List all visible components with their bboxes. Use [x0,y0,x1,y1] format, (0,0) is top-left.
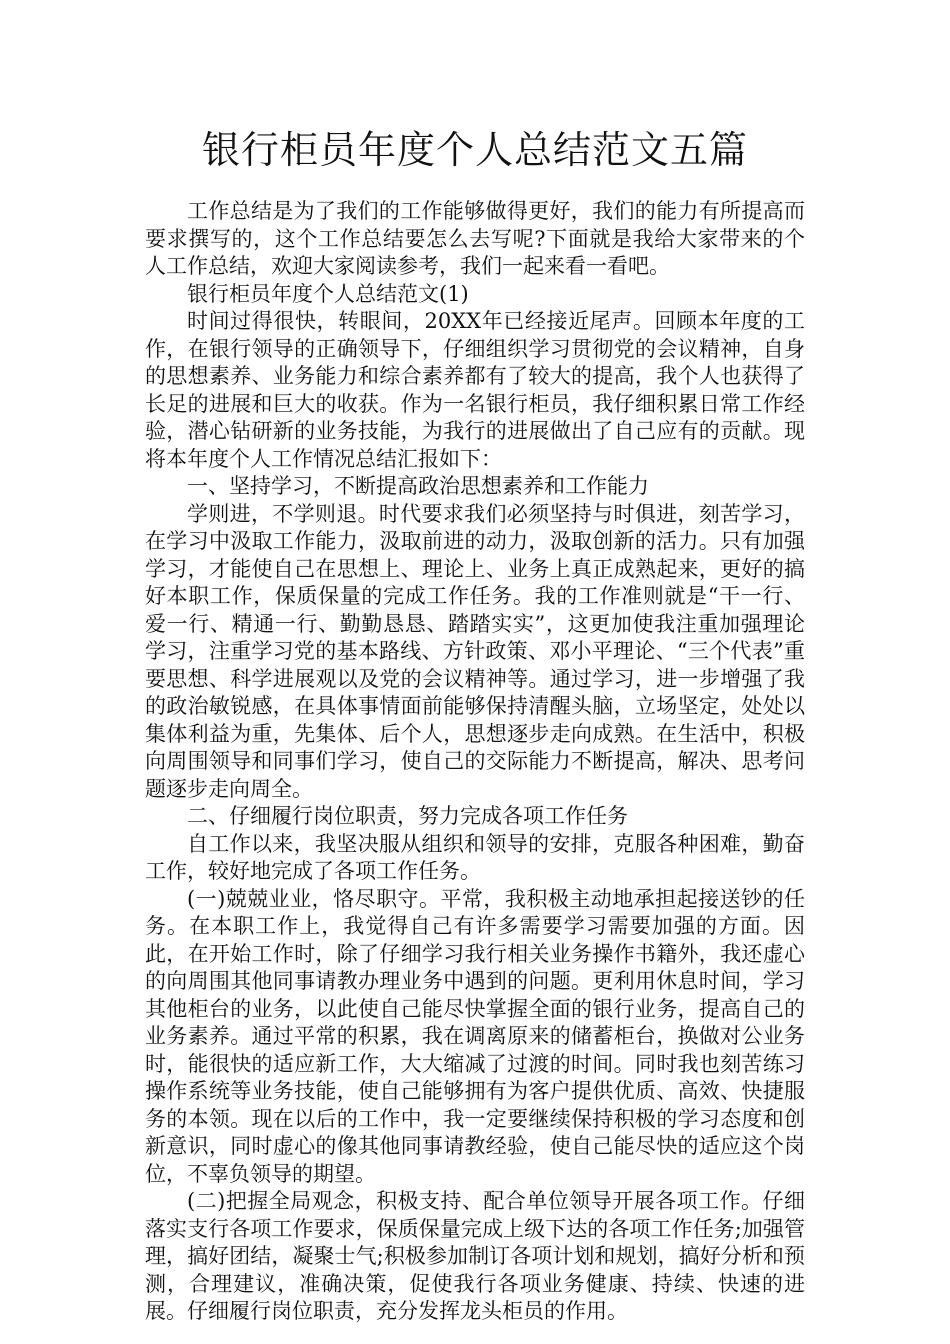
body-paragraph: (一)兢兢业业，恪尽职守。平常，我积极主动地承担起接送钞的任务。在本职工作上，我觉得自己有许多需要学习需要加强的方面。因此，在开始工作时，除了仔细学习我行相关业务操作书籍外，我还虚心的向周围其他同事请教办理业务中遇到的问题。更利用休息时间，学习其他柜台的业务，以此使自己能尽快掌握全面的银行业务，提高自己的业务素养。通过平常的积累，我在调离原来的储蓄柜台，换做对公业务时，能很快的适应新工作，大大缩减了过渡的时间。同时我也刻苦练习操作系统等业务技能，使自己能够拥有为客户提供优质、高效、快捷服务的本领。现在以后的工作中，我一定要继续保持积极的学习态度和创新意识，同时虚心的像其他同事请教经验，使自己能尽快的适应这个岗位，不辜负领导的期望。 [145,886,805,1186]
section-title-essay-1: 银行柜员年度个人总结范文(1) [187,281,469,306]
body-paragraph: 时间过得很快，转眼间，20XX年已经接近尾声。回顾本年度的工作，在银行领导的正确领导下，仔细组织学习贯彻党的会议精神，自身的思想素养、业务能力和综合素养都有了较大的提高，我个人也获得了长足的进展和巨大的收获。作为一名银行柜员，我仔细积累日常工作经验，潜心钻研新的业务技能，为我行的进展做出了自己应有的贡献。现将本年度个人工作情况总结汇报如下： [145,309,805,471]
document-title: 银行柜员年度个人总结范文五篇 [201,128,748,172]
document-body [145,198,805,1326]
body-paragraph: 学则进，不学则退。时代要求我们必须坚持与时俱进，刻苦学习，在学习中汲取工作能力，汲取前进的动力，汲取创新的活力。只有加强学习，才能使自己在思想上、理论上、业务上真正成熟起来，更好的搞好本职工作，保质保量的完成工作任务。我的工作准则就是“干一行、爱一行、精通一行、勤勤恳恳、踏踏实实”，这更加使我注重加强理论学习，注重学习党的基本路线、方针政策、邓小平理论、“三个代表”重要思想、科学进展观以及党的会议精神等。通过学习，进一步增强了我的政治敏锐感，在具体事情面前能够保持清醒头脑，立场坚定，处处以集体利益为重，先集体、后个人，思想逐步走向成熟。在生活中，积极向周围领导和同事们学习，使自己的交际能力不断提高，解决、思考问题逐步走向周全。 [145,501,805,801]
section-heading-2: 二、仔细履行岗位职责，努力完成各项工作任务 [187,804,628,828]
section-heading-1: 一、坚持学习，不断提高政治思想素养和工作能力 [187,474,649,498]
body-paragraph: (二)把握全局观念，积极支持、配合单位领导开展各项工作。仔细落实支行各项工作要求，保质保量完成上级下达的各项工作任务;加强管理，搞好团结，凝聚士气;积极参加制订各项计划和规划，搞好分析和预测，合理建议，准确决策，促使我行各项业务健康、持续、快速的进展。仔细履行岗位职责，充分发挥龙头柜员的作用。 [145,1189,805,1323]
intro-paragraph: 工作总结是为了我们的工作能够做得更好，我们的能力有所提高而要求撰写的，这个工作总结要怎么去写呢?下面就是我给大家带来的个人工作总结，欢迎大家阅读参考，我们一起来看一看吧。 [145,199,805,278]
body-paragraph: 自工作以来，我坚决服从组织和领导的安排，克服各种困难，勤奋工作，较好地完成了各项工作任务。 [145,831,805,883]
